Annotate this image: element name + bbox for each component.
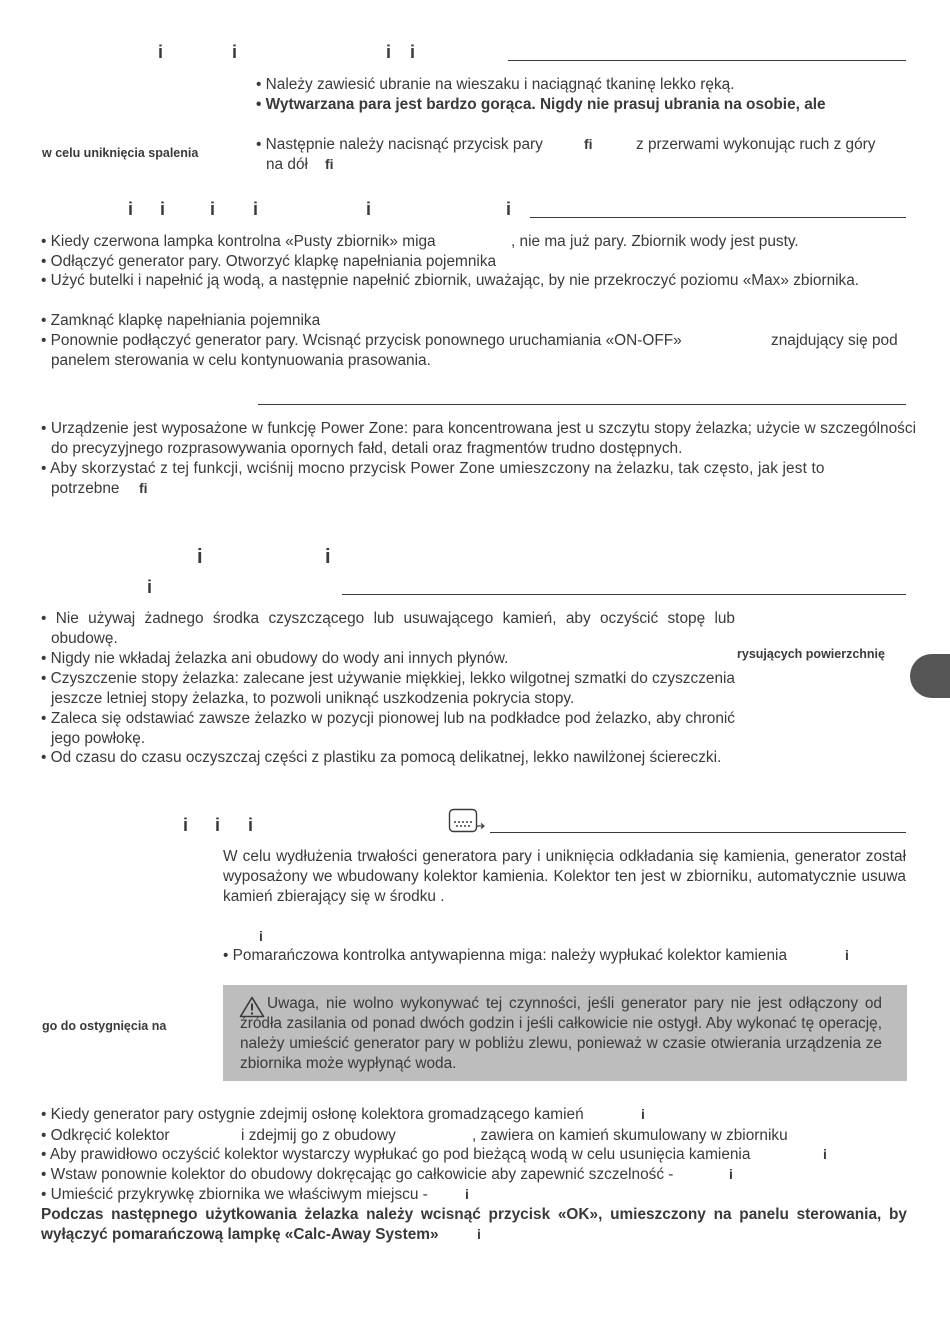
- margin-note-burn: w celu uniknięcia spalenia: [42, 146, 199, 160]
- heading-fragment: i: [248, 815, 254, 835]
- figure-reference: fi: [325, 156, 334, 172]
- bullet-steam-hot-warning: • Wytwarzana para jest bardzo gorąca. Nigdy nie prasuj ubrania na osobie, ale: [256, 96, 826, 113]
- bullet-reconnect: • Ponownie podłączyć generator pary. Wcisnąć przycisk ponownego uruchamiania «ON-OFF»: [41, 332, 682, 349]
- margin-note-scratching: rysujących powierzchnię: [737, 647, 885, 661]
- figure-reference: i: [641, 1106, 645, 1122]
- step-unscrew-collector: • Odkręcić kolektor: [41, 1127, 170, 1144]
- bullet-red-lamp: • Kiedy czerwona lampka kontrolna «Pusty zbiornik» miga: [41, 233, 436, 250]
- figure-reference: fi: [584, 136, 593, 152]
- bullet-orange-lamp: • Pomarańczowa kontrolka antywapienna miga: należy wypłukać kolektor kamienia: [223, 947, 788, 964]
- bullet-hang-garment: • Należy zawiesić ubranie na wieszaku i naciągnąć tkaninę lekko ręką.: [256, 76, 735, 93]
- heading-fragment: i: [160, 199, 166, 219]
- heading-fragment: i: [325, 546, 331, 568]
- bullet-no-water: • Nigdy nie wkładaj żelazka ani obudowy do wody ani innych płynów.: [41, 650, 509, 667]
- bullet-fill-tank: • Użyć butelki i napełnić ją wodą, a następnie napełnić zbiornik, uważając, by nie przekroczyć poziomu «Max» zbiornika.: [41, 272, 860, 289]
- step-remove-cover: • Kiedy generator pary ostygnie zdejmij osłonę kolektora gromadzącego kamień: [41, 1106, 584, 1123]
- heading-fragment: i: [386, 42, 392, 62]
- bullet-unplug: • Odłączyć generator pary. Otworzyć klapkę napełniania pojemnika: [41, 253, 497, 270]
- figure-reference: fi: [139, 480, 148, 496]
- bullet-press-steam-cont: z przerwami wykonując ruch z góry: [636, 136, 876, 153]
- step-reinsert-collector: • Wstaw ponownie kolektor do obudowy dokręcając go całkowicie aby zapewnić szczelność -: [41, 1166, 674, 1183]
- bullet-power-zone-usage: • Aby skorzystać z tej funkcji, wciśnij mocno przycisk Power Zone umieszczony na żelazku, tak często, jak jest to: [41, 460, 825, 477]
- bullet-red-lamp-cont: , nie ma już pary. Zbiornik wody jest pusty.: [511, 233, 799, 250]
- figure-reference: i: [845, 947, 849, 963]
- bullet-reconnect-end: panelem sterowania w celu kontynuowania prasowania.: [51, 352, 431, 369]
- step-unscrew-collector-mid: i zdejmij go z obudowy: [241, 1127, 396, 1144]
- calc-collector-icon: [448, 808, 486, 834]
- bullet-power-zone-intro: • Urządzenie jest wyposażone w funkcję Power Zone: para koncentrowana jest u szczytu stopy żelazka; użycie w szczególności do precyzyjnego rozprasowywania opornych fałd, detali oraz fragmentów trudno dostępnych.: [41, 420, 916, 457]
- heading-fragment: i: [158, 42, 164, 62]
- final-ok-instruction: Podczas następnego użytkowania żelazka należy wcisnąć przycisk «OK», umieszczony na panelu sterowania, by wyłączyć pomarańczową lampkę «Calc-Away System»: [41, 1206, 907, 1243]
- bullet-press-steam-end: na dół: [266, 156, 308, 173]
- section-rule: [490, 832, 906, 833]
- heading-fragment: i: [366, 199, 372, 219]
- heading-fragment: i: [128, 199, 134, 219]
- bullet-clean-plastic: • Od czasu do czasu oczyszczaj części z plastiku za pomocą delikatnej, lekko nawilżonej ściereczki.: [41, 749, 722, 766]
- step-replace-cap: • Umieścić przykrywkę zbiornika we właściwym miejscu -: [41, 1186, 428, 1203]
- heading-fragment: i: [197, 546, 203, 568]
- figure-reference: i: [729, 1166, 733, 1182]
- bullet-power-zone-end: potrzebne: [51, 480, 120, 497]
- bullet-clean-soleplate: • Czyszczenie stopy żelazka: zalecane jest używanie miękkiej, lekko wilgotnej szmatki do czyszczenia jeszcze letniej stopy żelazka, to pozwoli uniknąć uszkodzenia pokrycia stopy.: [41, 670, 735, 707]
- heading-fragment: i: [183, 815, 189, 835]
- section-rule: [530, 217, 906, 218]
- heading-fragment: i: [215, 815, 221, 835]
- bullet-no-detergent: • Nie używaj żadnego środka czyszczącego lub usuwającego kamień, aby oczyścić stopę lub obudowę.: [41, 610, 735, 647]
- sub-heading-fragment: i: [259, 928, 263, 944]
- heading-fragment: i: [232, 42, 238, 62]
- step-rinse-collector: • Aby prawidłowo oczyścić kolektor wystarczy wypłukać go pod bieżącą wodą w celu usunięcia kamienia: [41, 1146, 751, 1163]
- bullet-store-upright: • Zaleca się odstawiać zawsze żelazko w pozycji pionowej lub na podkładce pod żelazko, aby chronić jego powłokę.: [41, 710, 735, 747]
- figure-reference: i: [477, 1226, 481, 1242]
- section-rule: [342, 594, 906, 595]
- calc-intro-paragraph: W celu wydłużenia trwałości generatora pary i uniknięcia odkładania się kamienia, generator został wyposażony we wbudowany kolektor kamienia. Kolektor ten jest w zbiorniku, automatycznie usuwa kamień zbierający się w środku .: [223, 848, 906, 905]
- step-unscrew-collector-end: , zawiera on kamień skumulowany w zbiorniku: [472, 1127, 788, 1144]
- heading-fragment: i: [253, 199, 259, 219]
- figure-reference: i: [465, 1186, 469, 1202]
- bullet-close-flap: • Zamknąć klapkę napełniania pojemnika: [41, 312, 321, 329]
- figure-reference: i: [823, 1146, 827, 1162]
- section-rule: [258, 404, 906, 405]
- heading-fragment: i: [210, 199, 216, 219]
- bullet-reconnect-cont: znajdujący się pod: [771, 332, 898, 349]
- bullet-press-steam-button: • Następnie należy nacisnąć przycisk pary: [256, 136, 543, 153]
- warning-text: Uwaga, nie wolno wykonywać tej czynności, jeśli generator pary nie jest odłączony od źródła zasilania od ponad dwóch godzin i jeśli całkowicie nie ostygł. Aby wykonać tę operację, należy umieścić generator pary w pobliżu zlewu, ponieważ w czasie otwierania urządzenia ze zbiornika może wypłynąć woda.: [240, 995, 882, 1072]
- section-rule: [508, 60, 906, 61]
- heading-fragment: i: [147, 577, 153, 597]
- margin-note-cooldown: go do ostygnięcia na: [42, 1019, 167, 1033]
- heading-fragment: i: [410, 42, 416, 62]
- side-tab-marker: [910, 654, 950, 698]
- heading-fragment: i: [506, 199, 512, 219]
